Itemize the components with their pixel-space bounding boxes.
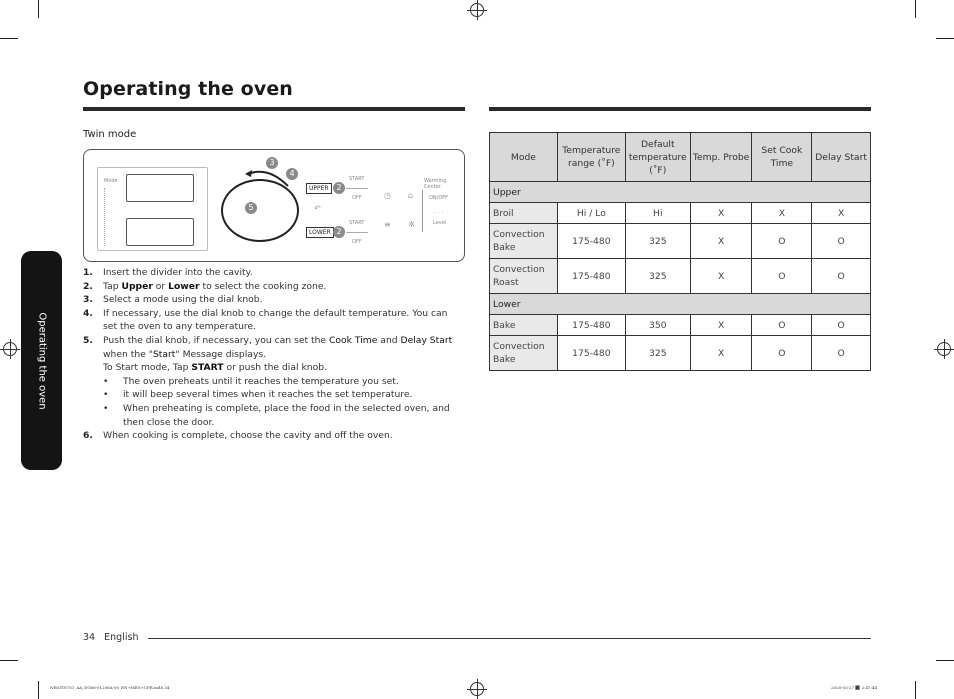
step-5: 5. Push the dial knob, if necessary, you can set the Cook Time and Delay Start when the "Start" Message displays. To Start mode, Tap START or push the dial knob. • The oven preheats until it reaches the temperature you set. • it will beep several times when it reaches the set temperature. • When preheating is complete, place the food in the selected oven, and then close the door. [83, 334, 463, 429]
table-cell: X [690, 203, 752, 224]
warming-onoff-label[interactable]: ON/OFF [429, 195, 449, 201]
crop-mark [0, 38, 18, 39]
table-cell: 325 [625, 259, 690, 294]
step-4: 4. If necessary, use the dial knob to change the default temperature. You can set the oven to any temperature. [83, 307, 448, 333]
step-2: 2. Tap Upper or Lower to select the cooking zone. [83, 280, 327, 292]
side-tab-label: Operating the oven [36, 311, 47, 410]
step-5-bullets [103, 375, 463, 429]
side-tab[interactable] [21, 251, 62, 470]
title-rule-left [83, 107, 465, 111]
crop-mark [0, 660, 18, 661]
back-arrow-icon[interactable]: ↶ [314, 204, 321, 213]
group-label: Lower [490, 294, 871, 315]
separator-line [346, 188, 368, 189]
header-cell: Temp. Probe [690, 133, 752, 182]
print-slug-right: 2020-03-27 ⬛ 2:47:44 [831, 685, 878, 690]
table-cell: O [752, 259, 812, 294]
off-label-top[interactable]: OFF [352, 195, 362, 201]
upper-display [126, 174, 194, 202]
table-cell: O [752, 224, 812, 259]
group-row-upper [490, 182, 871, 203]
table-row [490, 315, 871, 336]
step-3: 3. Select a mode using the dial knob. [83, 294, 263, 306]
table-cell: O [752, 336, 812, 371]
table-row [490, 259, 871, 294]
step-6: 6. When cooking is complete, choose the cavity and off the oven. [83, 430, 393, 442]
registration-mark-icon [470, 3, 484, 17]
crop-mark [915, 0, 916, 18]
table-cell: O [752, 315, 812, 336]
footer-rule [148, 638, 871, 639]
bullet-item: • When preheating is complete, place the food in the selected oven, and then close the door. [103, 402, 463, 429]
registration-mark-icon [3, 342, 17, 356]
table-cell: 175-480 [557, 224, 625, 259]
callout-4: 4 [286, 168, 298, 180]
table-header-row [490, 133, 871, 182]
registration-mark-icon [937, 342, 951, 356]
table-cell: X [812, 203, 871, 224]
page-title: Operating the oven [83, 78, 293, 100]
table-cell: Hi [625, 203, 690, 224]
control-panel-illustration [83, 149, 465, 262]
crop-mark [915, 681, 916, 699]
table-cell: O [812, 224, 871, 259]
steps-list [83, 266, 463, 443]
footer-language: English [104, 632, 139, 643]
group-label: Upper [490, 182, 871, 203]
table-cell: 350 [625, 315, 690, 336]
callout-3: 3 [266, 157, 278, 169]
header-cell: Mode [490, 133, 558, 182]
lower-button[interactable]: LOWER [306, 227, 334, 238]
print-slug-left: NE63T8751_AA_DG68-01208A-00_EN+MES+CFR.indb 34 [50, 685, 170, 690]
header-cell: Temperature range (˚F) [557, 133, 625, 182]
table-cell: X [690, 315, 752, 336]
table-cell: 325 [625, 336, 690, 371]
callout-2-lower: 2 [333, 226, 345, 238]
crop-mark [38, 0, 39, 18]
table-row [490, 203, 871, 224]
start-label-bottom[interactable]: START [349, 220, 365, 226]
group-row-lower [490, 294, 871, 315]
warming-level-label[interactable]: Level [433, 220, 447, 226]
level-dots: . . . [434, 208, 444, 215]
mode-label: Mode [104, 178, 118, 184]
registration-mark-icon [470, 682, 484, 696]
timer-icon[interactable]: ◷ [384, 191, 391, 200]
twin-mode-table [489, 132, 871, 371]
mode-cell: Convection Roast [490, 259, 558, 294]
light-icon[interactable]: ✲ [408, 220, 415, 229]
separator-line [346, 232, 368, 233]
menu-icon[interactable]: ≡ [384, 220, 391, 229]
table-cell: Hi / Lo [557, 203, 625, 224]
page-number: 34 [83, 632, 96, 643]
lower-display [126, 218, 194, 246]
table-row [490, 336, 871, 371]
warming-divider [422, 190, 423, 232]
mode-cell: Convection Bake [490, 336, 558, 371]
callout-5: 5 [245, 202, 257, 214]
header-cell: Set Cook Time [752, 133, 812, 182]
table-cell: X [690, 224, 752, 259]
off-label-bottom[interactable]: OFF [352, 239, 362, 245]
table-cell: 175-480 [557, 259, 625, 294]
bullet-item: • The oven preheats until it reaches the temperature you set. [103, 375, 463, 389]
title-rule-right [489, 107, 871, 111]
mode-cell: Convection Bake [490, 224, 558, 259]
table-cell: O [812, 315, 871, 336]
lock-icon[interactable]: ⌂ [408, 191, 414, 200]
section-label: Twin mode [83, 129, 137, 140]
crop-mark [936, 660, 954, 661]
header-cell: Default temperature (˚F) [625, 133, 690, 182]
table-cell: 175-480 [557, 336, 625, 371]
callout-2-upper: 2 [333, 182, 345, 194]
table-cell: O [812, 336, 871, 371]
table-cell: X [752, 203, 812, 224]
mode-cell: Bake [490, 315, 558, 336]
table-cell: 325 [625, 224, 690, 259]
table-cell: O [812, 259, 871, 294]
table-cell: 175-480 [557, 315, 625, 336]
crop-mark [936, 38, 954, 39]
table-cell: X [690, 259, 752, 294]
table-cell: X [690, 336, 752, 371]
step-1: 1. Insert the divider into the cavity. [83, 267, 253, 278]
mode-cell: Broil [490, 203, 558, 224]
bullet-item: • it will beep several times when it reaches the set temperature. [103, 388, 463, 402]
warming-center-label: Warming Center [424, 178, 447, 190]
page-footer [83, 632, 138, 643]
upper-button[interactable]: UPPER [306, 183, 332, 194]
table-row [490, 224, 871, 259]
start-label-top[interactable]: START [349, 176, 365, 182]
crop-mark [38, 681, 39, 699]
header-cell: Delay Start [812, 133, 871, 182]
